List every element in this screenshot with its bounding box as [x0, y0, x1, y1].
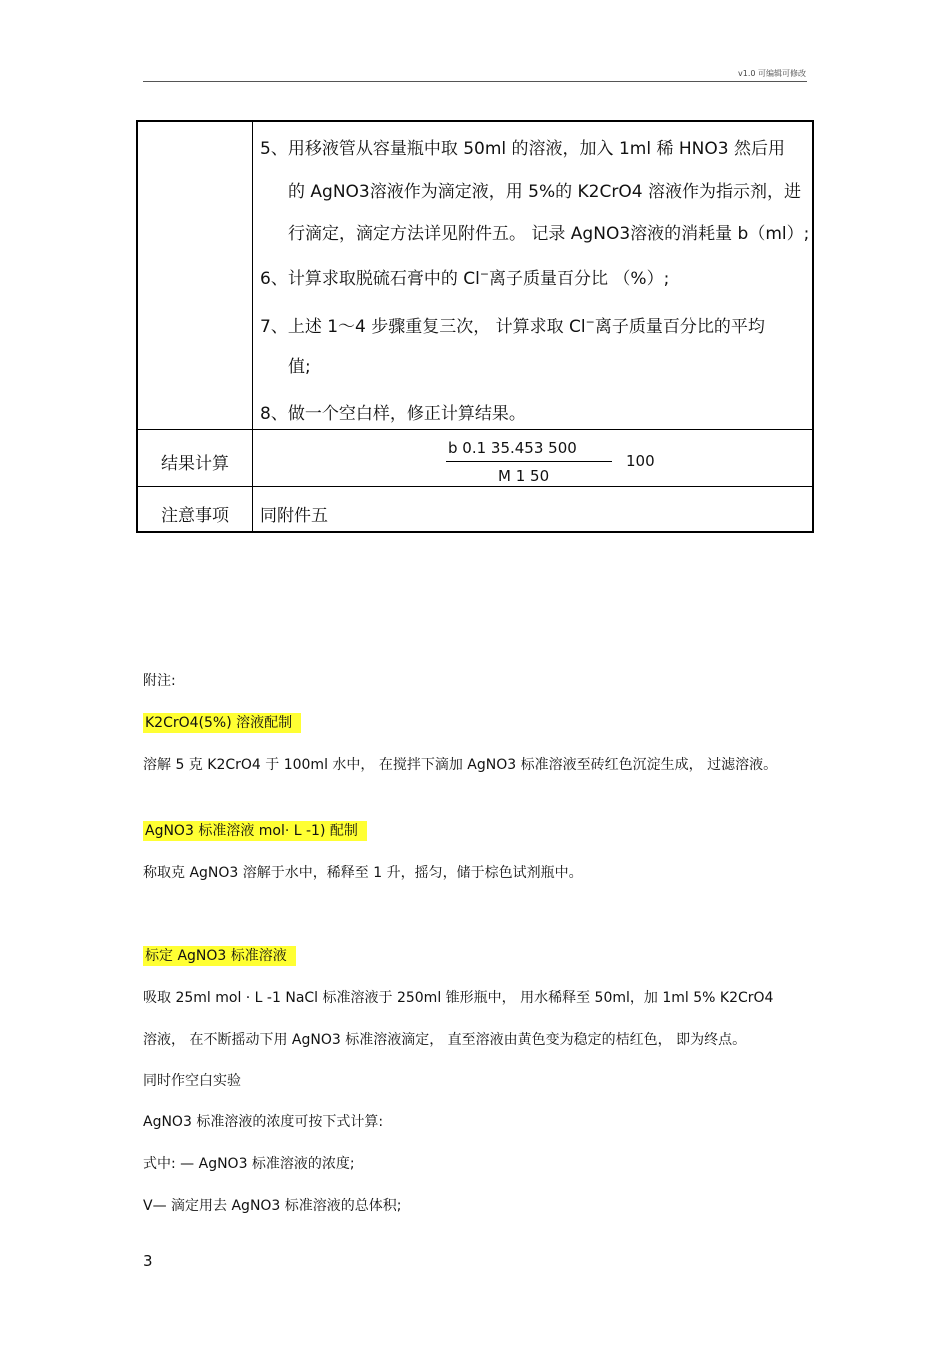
step-6-text-b: 离子质量百分比 （%）;	[489, 269, 670, 289]
notes-value: 同附件五	[260, 506, 328, 526]
formula-multiplier: 100	[626, 452, 655, 470]
step-7	[260, 312, 765, 337]
table-row-divider	[138, 486, 812, 487]
fraction-bar	[446, 461, 612, 462]
notes-label: 注意事项	[161, 506, 229, 526]
page-number: 3	[143, 1252, 153, 1270]
procedure-table	[136, 120, 814, 533]
table-column-divider	[252, 122, 253, 531]
paragraph-concentration: AgNO3 标准溶液的浓度可按下式计算:	[143, 1114, 384, 1130]
section-heading-agno3-prep	[143, 820, 367, 840]
step-5-line-3: 行滴定，滴定方法详见附件五。 记录 AgNO3溶液的消耗量 b（ml）;	[288, 224, 810, 244]
highlighted-heading: K2CrO4(5%) 溶液配制	[143, 713, 301, 733]
highlighted-heading: AgNO3 标准溶液 mol· L -1) 配制	[143, 821, 367, 841]
step-6	[260, 264, 669, 289]
step-7-text-a: 7、上述 1～4 步骤重复三次， 计算求取 Cl	[260, 317, 586, 337]
step-6-text-a: 6、计算求取脱硫石膏中的 Cl	[260, 269, 480, 289]
formula-numerator: b 0.1 35.453 500	[448, 439, 577, 457]
step-5-line-1: 5、用移液管从容量瓶中取 50ml 的溶液，加入 1ml 稀 HNO3 然后用	[260, 139, 785, 159]
paragraph-standardization-2: 溶液， 在不断摇动下用 AgNO3 标准溶液滴定， 直至溶液由黄色变为稳定的桔红色， 即为终点。	[143, 1032, 747, 1048]
section-heading-standardization	[143, 945, 296, 965]
paragraph-agno3-prep: 称取克 AgNO3 溶解于水中，稀释至 1 升，摇匀，储于棕色试剂瓶中。	[143, 865, 583, 881]
result-calculation-label: 结果计算	[161, 454, 229, 474]
version-header: v1.0 可编辑可修改	[738, 69, 806, 78]
minus-superscript: −	[585, 315, 595, 329]
table-row-divider	[138, 429, 812, 430]
header-rule	[143, 81, 807, 82]
paragraph-k2cro4: 溶解 5 克 K2CrO4 于 100ml 水中， 在搅拌下滴加 AgNO3 标准溶液至砖红色沉淀生成， 过滤溶液。	[143, 757, 778, 773]
step-7-line-2: 值;	[288, 357, 311, 377]
section-heading-k2cro4	[143, 712, 301, 732]
appendix-title: 附注:	[143, 673, 176, 689]
paragraph-standardization-3: 同时作空白实验	[143, 1073, 241, 1089]
step-7-text-b: 离子质量百分比的平均	[594, 317, 765, 337]
minus-superscript: −	[479, 267, 490, 281]
highlighted-heading: 标定 AgNO3 标准溶液	[143, 946, 296, 966]
paragraph-formula-legend-1: 式中: — AgNO3 标准溶液的浓度;	[143, 1156, 355, 1172]
paragraph-formula-legend-2: V— 滴定用去 AgNO3 标准溶液的总体积;	[143, 1198, 402, 1214]
paragraph-standardization-1: 吸取 25ml mol · L -1 NaCl 标准溶液于 250ml 锥形瓶中， 用水稀释至 50ml，加 1ml 5% K2CrO4	[143, 990, 774, 1006]
step-8: 8、做一个空白样，修正计算结果。	[260, 404, 526, 424]
step-5-line-2: 的 AgNO3溶液作为滴定液，用 5%的 K2CrO4 溶液作为指示剂，进	[288, 182, 801, 202]
formula-denominator: M 1 50	[498, 467, 550, 485]
